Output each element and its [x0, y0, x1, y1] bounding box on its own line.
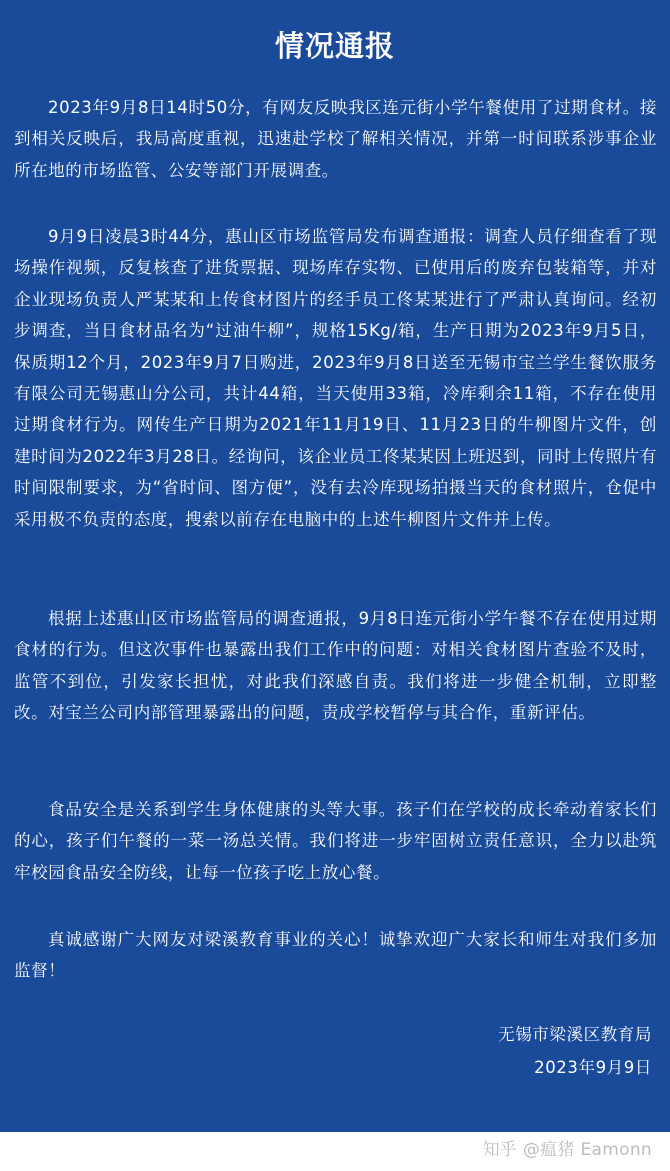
signature-date: 2023年9月9日 — [534, 1058, 652, 1077]
notice-paragraph-4: 食品安全是关系到学生身体健康的头等大事。孩子们在学校的成长牵动着家长们的心，孩子们午餐的一菜一汤总关情。我们将进一步牢固树立责任意识，全力以赴筑牢校园食品安全防线，让每一位孩子吃上放心餐。 — [14, 800, 657, 882]
signature-organization: 无锡市梁溪区教育局 — [498, 1025, 652, 1044]
notice-title: 情况通报 — [274, 29, 395, 63]
notice-paragraph-1: 2023年9月8日14时50分，有网友反映我区连元街小学午餐使用了过期食材。接到相关反映后，我局高度重视，迅速赴学校了解相关情况，并第一时间联系涉事企业所在地的市场监管、公安等部门开展调查。 — [14, 98, 657, 180]
notice-paragraph-5: 真诚感谢广大网友对梁溪教育事业的关心！诚挚欢迎广大家长和师生对我们多加监督！ — [14, 930, 657, 981]
notice-paragraph-3: 根据上述惠山区市场监管局的调查通报，9月8日连元街小学午餐不存在使用过期食材的行为。但这次事件也暴露出我们工作中的问题：对相关食材图片查验不及时，监管不到位，引发家长担忧，对此我们深感自责。我们将进一步健全机制，立即整改。对宝兰公司内部管理暴露出的问题，责成学校暂停与其合作，重新评估。 — [14, 609, 657, 723]
notice-paragraph-2: 9月9日凌晨3时44分，惠山区市场监管局发布调查通报：调查人员仔细查看了现场操作视频，反复核查了进货票据、现场库存实物、已使用后的废弃包装箱等，并对企业现场负责人严某某和上传食材图片的经手员工佟某某进行了严肃认真询问。经初步调查，当日食材品名为“过油牛柳”，规格15Kg/箱，生产日期为2023年9月5日，保质期12个月，2023年9月7日购进，2023年9月8日送至无锡市宝兰学生餐饮服务有限公司无锡惠山分公司，共计44箱，当天使用33箱，冷库剩余11箱，不存在使用过期食材行为。网传生产日期为2021年11月19日、11月23日的牛柳图片文件，创建时间为2022年3月28日。经询问，该企业员工佟某某因上班迟到，同时上传照片有时间限制要求，为“省时间、图方便”，没有去冷库现场拍摄当天的食材照片，仓促中采用极不负责的态度，搜索以前存在电脑中的上述牛柳图片文件并上传。 — [14, 227, 657, 529]
zhihu-watermark: 知乎 @瘟猪 Eamonn — [482, 1140, 652, 1160]
